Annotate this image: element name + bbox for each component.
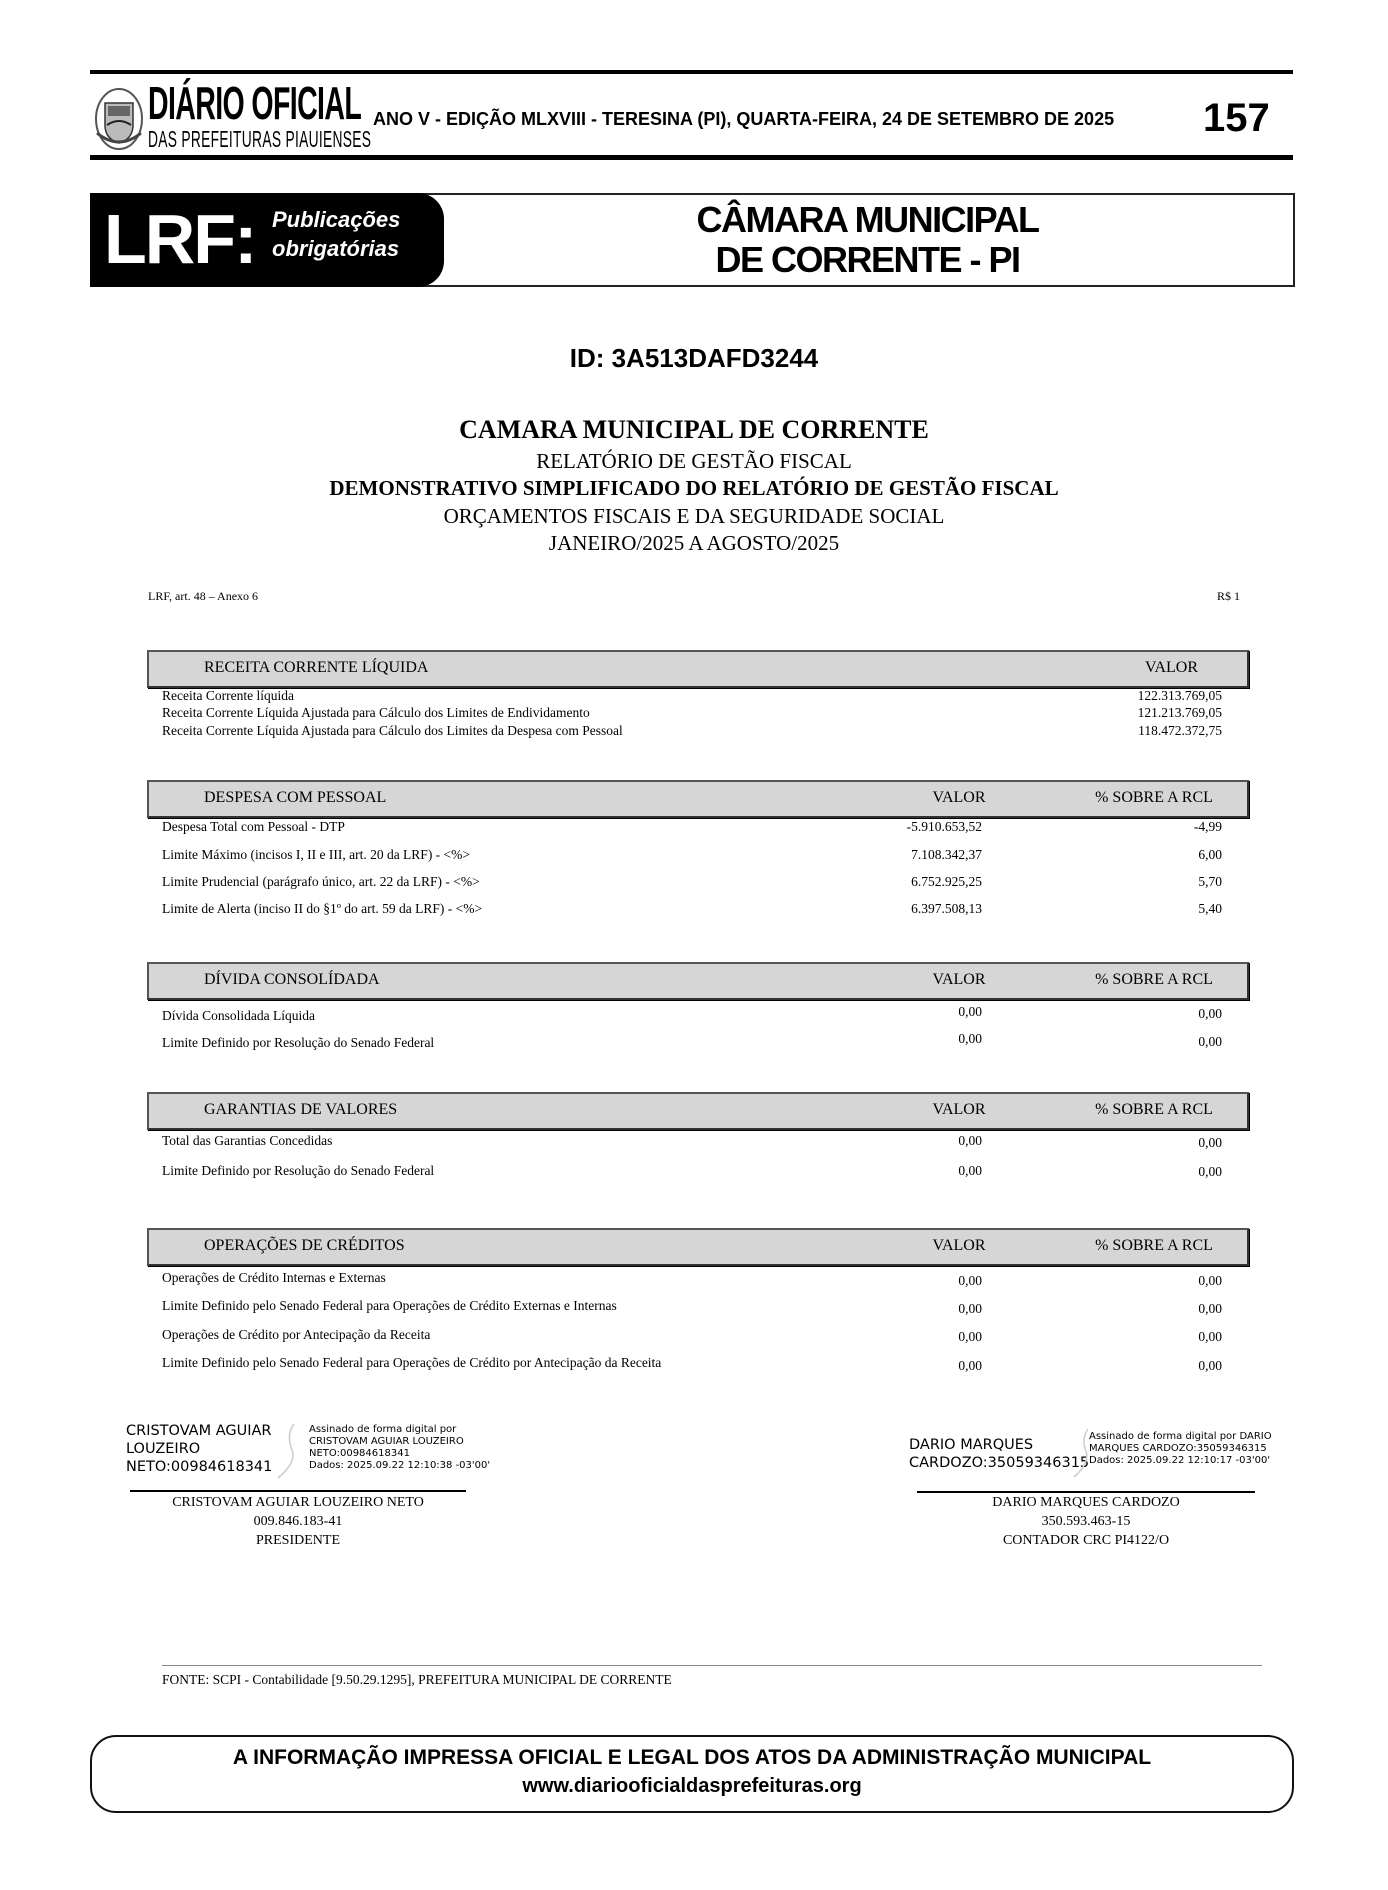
- footer-website-link[interactable]: www.diariooficialdasprefeituras.org: [522, 1775, 862, 1797]
- row-valor: 6.397.508,13: [911, 901, 982, 916]
- table-header-label: GARANTIAS DE VALORES: [204, 1101, 398, 1118]
- masthead-title: DIÁRIO OFICIAL: [148, 77, 362, 129]
- signatory-document: 009.846.183-41: [253, 1514, 343, 1529]
- signature-block-president: [126, 1422, 272, 1476]
- source-divider: [162, 1665, 1262, 1666]
- row-label: Limite Definido por Resolução do Senado Federal: [162, 1163, 435, 1178]
- signatory-caption: [917, 1493, 1255, 1550]
- row-label: Operações de Crédito por Antecipação da Receita: [162, 1327, 431, 1342]
- row-pct: 0,00: [1198, 1301, 1222, 1316]
- table-row: [162, 819, 1222, 837]
- signatory-role: PRESIDENTE: [256, 1533, 340, 1548]
- stamp-detail-line: Assinado de forma digital por DARIO: [1089, 1431, 1272, 1442]
- state-coat-of-arms-icon: [94, 83, 144, 153]
- stamp-detail-line: Dados: 2025.09.22 12:10:38 -03'00': [309, 1460, 491, 1471]
- table-row: [162, 874, 1222, 892]
- table-row: [162, 1031, 1222, 1049]
- row-pct: 0,00: [1198, 1135, 1222, 1150]
- row-label: Receita Corrente Líquida Ajustada para Cálculo dos Limites de Endividamento: [162, 705, 590, 720]
- signatory-caption: [130, 1493, 466, 1550]
- signatory-document: 350.593.463-15: [1041, 1514, 1131, 1529]
- row-label: Limite Máximo (incisos I, II e III, art. 20 da LRF) - <%>: [162, 847, 471, 862]
- publication-type-line2: obrigatórias: [272, 236, 400, 261]
- row-valor: 0,00: [958, 1133, 982, 1148]
- table-row: [162, 1163, 1222, 1181]
- row-valor: 0,00: [958, 1004, 982, 1019]
- row-pct: 0,00: [1198, 1164, 1222, 1179]
- row-label: Limite Definido pelo Senado Federal para Operações de Crédito Externas e Internas: [162, 1298, 617, 1313]
- masthead-top-rule: [90, 70, 1293, 74]
- consolidated-debt-table-header: [147, 962, 1249, 1000]
- digital-signature-name: [909, 1436, 1089, 1472]
- table-row: [162, 1298, 1222, 1316]
- row-pct: 0,00: [1198, 1329, 1222, 1344]
- table-row: [162, 688, 1222, 706]
- column-header-pct: % SOBRE A RCL: [1095, 1101, 1213, 1118]
- row-label: Limite Definido pelo Senado Federal para Operações de Crédito por Antecipação da Receita: [162, 1355, 662, 1370]
- digital-signature-details: [309, 1424, 490, 1472]
- masthead-bottom-rule: [90, 155, 1293, 160]
- row-valor: 0,00: [958, 1301, 982, 1316]
- column-header-pct: % SOBRE A RCL: [1095, 1237, 1213, 1254]
- row-valor: 0,00: [958, 1273, 982, 1288]
- page-number: 157: [1203, 96, 1270, 140]
- report-subtitle: DEMONSTRATIVO SIMPLIFICADO DO RELATÓRIO DE GESTÃO FISCAL: [329, 476, 1059, 500]
- row-pct: 0,00: [1198, 1034, 1222, 1049]
- row-valor: 7.108.342,37: [911, 847, 982, 862]
- edition-line: ANO V - EDIÇÃO MLXVIII - TERESINA (PI), QUARTA-FEIRA, 24 DE SETEMBRO DE 2025: [373, 109, 1115, 129]
- report-type: RELATÓRIO DE GESTÃO FISCAL: [536, 449, 852, 473]
- row-label: Operações de Crédito Internas e Externas: [162, 1270, 386, 1285]
- credit-operations-table-header: [147, 1228, 1249, 1266]
- rcl-table-header: [147, 650, 1249, 688]
- guarantees-table-header: [147, 1092, 1249, 1130]
- stamp-detail-line: MARQUES CARDOZO:35059346315: [1089, 1443, 1267, 1454]
- stamp-name-line: LOUZEIRO: [126, 1441, 201, 1457]
- legal-reference: LRF, art. 48 – Anexo 6: [148, 589, 259, 603]
- row-pct: 0,00: [1198, 1006, 1222, 1021]
- report-scope: ORÇAMENTOS FISCAIS E DA SEGURIDADE SOCIAL: [443, 504, 945, 528]
- row-pct: 5,70: [1198, 874, 1222, 889]
- row-label: Despesa Total com Pessoal - DTP: [162, 819, 345, 834]
- stamp-detail-line: NETO:00984618341: [309, 1448, 410, 1459]
- signatory-name: DARIO MARQUES CARDOZO: [992, 1495, 1180, 1510]
- signature-line: [130, 1490, 466, 1492]
- column-header-pct: % SOBRE A RCL: [1095, 789, 1213, 806]
- row-pct: 0,00: [1198, 1273, 1222, 1288]
- row-valor: 6.752.925,25: [911, 874, 982, 889]
- table-header-label: DESPESA COM PESSOAL: [204, 789, 387, 806]
- row-label: Receita Corrente Líquida Ajustada para Cálculo dos Limites da Despesa com Pessoal: [162, 723, 623, 738]
- row-valor: 0,00: [958, 1163, 982, 1178]
- table-row: [162, 901, 1222, 919]
- table-header-label: DÍVIDA CONSOLÍDADA: [204, 971, 380, 988]
- row-label: Dívida Consolidada Líquida: [162, 1008, 315, 1023]
- signatory-name: CRISTOVAM AGUIAR LOUZEIRO NETO: [172, 1495, 424, 1510]
- digital-signature-name: [126, 1422, 272, 1476]
- row-valor: 0,00: [958, 1329, 982, 1344]
- table-row: [162, 705, 1222, 723]
- document-id: ID: 3A513DAFD3244: [569, 343, 819, 373]
- row-pct: 0,00: [1198, 1358, 1222, 1373]
- signatory-role: CONTADOR CRC PI4122/O: [1002, 1533, 1170, 1548]
- source-note: FONTE: SCPI - Contabilidade [9.50.29.1295], PREFEITURA MUNICIPAL DE CORRENTE: [162, 1672, 672, 1687]
- organization-title-line2: DE CORRENTE - PI: [715, 239, 1020, 280]
- stamp-name-line: CRISTOVAM AGUIAR: [126, 1423, 272, 1439]
- publication-type-line1: Publicações: [272, 207, 401, 232]
- row-pct: 6,00: [1198, 847, 1222, 862]
- stamp-name-line: CARDOZO:35059346315: [909, 1455, 1090, 1471]
- column-header-valor: VALOR: [932, 1101, 986, 1118]
- table-row: [162, 1327, 1222, 1345]
- organization-title: [444, 200, 1291, 280]
- row-valor: -5.910.653,52: [906, 819, 982, 834]
- table-row: [162, 1355, 1222, 1373]
- row-valor: 122.313.769,05: [1137, 688, 1222, 703]
- row-valor: 0,00: [958, 1358, 982, 1373]
- row-label: Receita Corrente líquida: [162, 688, 294, 703]
- column-header-pct: % SOBRE A RCL: [1095, 971, 1213, 988]
- digital-signature-details: [1089, 1431, 1272, 1467]
- table-header-label: RECEITA CORRENTE LÍQUIDA: [204, 659, 429, 676]
- footer-slogan: A INFORMAÇÃO IMPRESSA OFICIAL E LEGAL DOS ATOS DA ADMINISTRAÇÃO MUNICIPAL: [232, 1746, 1152, 1769]
- column-header-valor: VALOR: [932, 971, 986, 988]
- column-header-valor: VALOR: [1144, 659, 1199, 676]
- column-header-valor: VALOR: [932, 789, 986, 806]
- table-header-label: OPERAÇÕES DE CRÉDITOS: [204, 1237, 405, 1254]
- table-row: [162, 723, 1222, 741]
- row-pct: -4,99: [1193, 819, 1222, 834]
- pdf-signature-mark-icon: [276, 1422, 302, 1480]
- row-label: Total das Garantias Concedidas: [162, 1133, 333, 1148]
- table-row: [162, 1004, 1222, 1022]
- row-pct: 5,40: [1198, 901, 1222, 916]
- row-label: Limite de Alerta (inciso II do §1º do art. 59 da LRF) - <%>: [162, 901, 483, 916]
- table-row: [162, 847, 1222, 865]
- personnel-expense-table-header: [147, 780, 1249, 818]
- row-label: Limite Prudencial (parágrafo único, art. 22 da LRF) - <%>: [162, 874, 480, 889]
- currency-unit: R$ 1: [1217, 589, 1241, 603]
- lrf-label: LRF:: [104, 200, 256, 278]
- column-header-valor: VALOR: [932, 1237, 986, 1254]
- masthead-subtitle: DAS PREFEITURAS PIAUIENSES: [148, 126, 372, 152]
- row-valor: 118.472.372,75: [1138, 723, 1222, 738]
- stamp-detail-line: Dados: 2025.09.22 12:10:17 -03'00': [1089, 1455, 1271, 1466]
- stamp-name-line: DARIO MARQUES: [909, 1437, 1034, 1453]
- row-valor: 121.213.769,05: [1137, 705, 1222, 720]
- table-row: [162, 1133, 1222, 1151]
- table-row: [162, 1270, 1222, 1288]
- stamp-detail-line: Assinado de forma digital por: [309, 1424, 457, 1435]
- row-valor: 0,00: [958, 1031, 982, 1046]
- stamp-name-line: NETO:00984618341: [126, 1459, 273, 1475]
- organization-title-line1: CÂMARA MUNICIPAL: [696, 199, 1039, 240]
- row-label: Limite Definido por Resolução do Senado Federal: [162, 1035, 435, 1050]
- report-period: JANEIRO/2025 A AGOSTO/2025: [548, 531, 840, 555]
- stamp-detail-line: CRISTOVAM AGUIAR LOUZEIRO: [309, 1436, 464, 1447]
- report-entity-title: CAMARA MUNICIPAL DE CORRENTE: [459, 415, 929, 444]
